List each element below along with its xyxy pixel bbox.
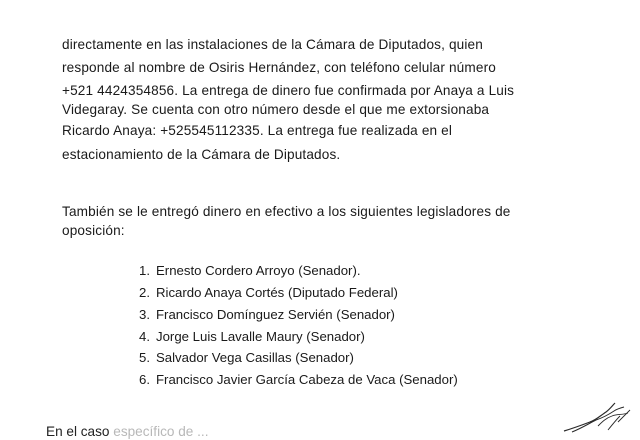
signature-mark <box>562 398 634 436</box>
paragraph-1-line: +521 4424354856. La entrega de dinero fue confirmada por Anaya a Luis <box>62 83 515 98</box>
list-item-text: Francisco Domínguez Servién (Senador) <box>156 307 395 322</box>
paragraph-1-line: Videgaray. Se cuenta con otro número desde el que me extorsionaba <box>62 102 490 117</box>
list-item-number: 5. <box>139 350 150 365</box>
list-item-text: Francisco Javier García Cabeza de Vaca (Senador) <box>156 372 458 387</box>
list-item-number: 1. <box>139 263 150 278</box>
paragraph-1-line: Ricardo Anaya: +525545112335. La entrega fue realizada en el <box>62 123 453 138</box>
list-item-number: 2. <box>139 285 150 300</box>
list-item-number: 6. <box>139 372 150 387</box>
paragraph-1-line: directamente en las instalaciones de la Cámara de Diputados, quien <box>62 37 483 52</box>
bottom-cutoff-text: En el caso <box>46 424 110 439</box>
paragraph-2-line: También se le entregó dinero en efectivo a los siguientes legisladores de <box>62 204 511 219</box>
list-item-number: 3. <box>139 307 150 322</box>
list-item-text: Salvador Vega Casillas (Senador) <box>156 350 354 365</box>
paragraph-1-line: responde al nombre de Osiris Hernández, con teléfono celular número <box>62 60 496 75</box>
bottom-cutoff-faded-text: específico de ... <box>109 424 209 439</box>
bottom-cutoff-line <box>46 424 208 439</box>
paragraph-2-line: oposición: <box>62 223 125 238</box>
paragraph-1-line: estacionamiento de la Cámara de Diputados. <box>62 147 341 162</box>
list-item-text: Jorge Luis Lavalle Maury (Senador) <box>156 329 365 344</box>
list-item-number: 4. <box>139 329 150 344</box>
list-item-text: Ricardo Anaya Cortés (Diputado Federal) <box>156 285 398 300</box>
list-item-text: Ernesto Cordero Arroyo (Senador). <box>156 263 361 278</box>
